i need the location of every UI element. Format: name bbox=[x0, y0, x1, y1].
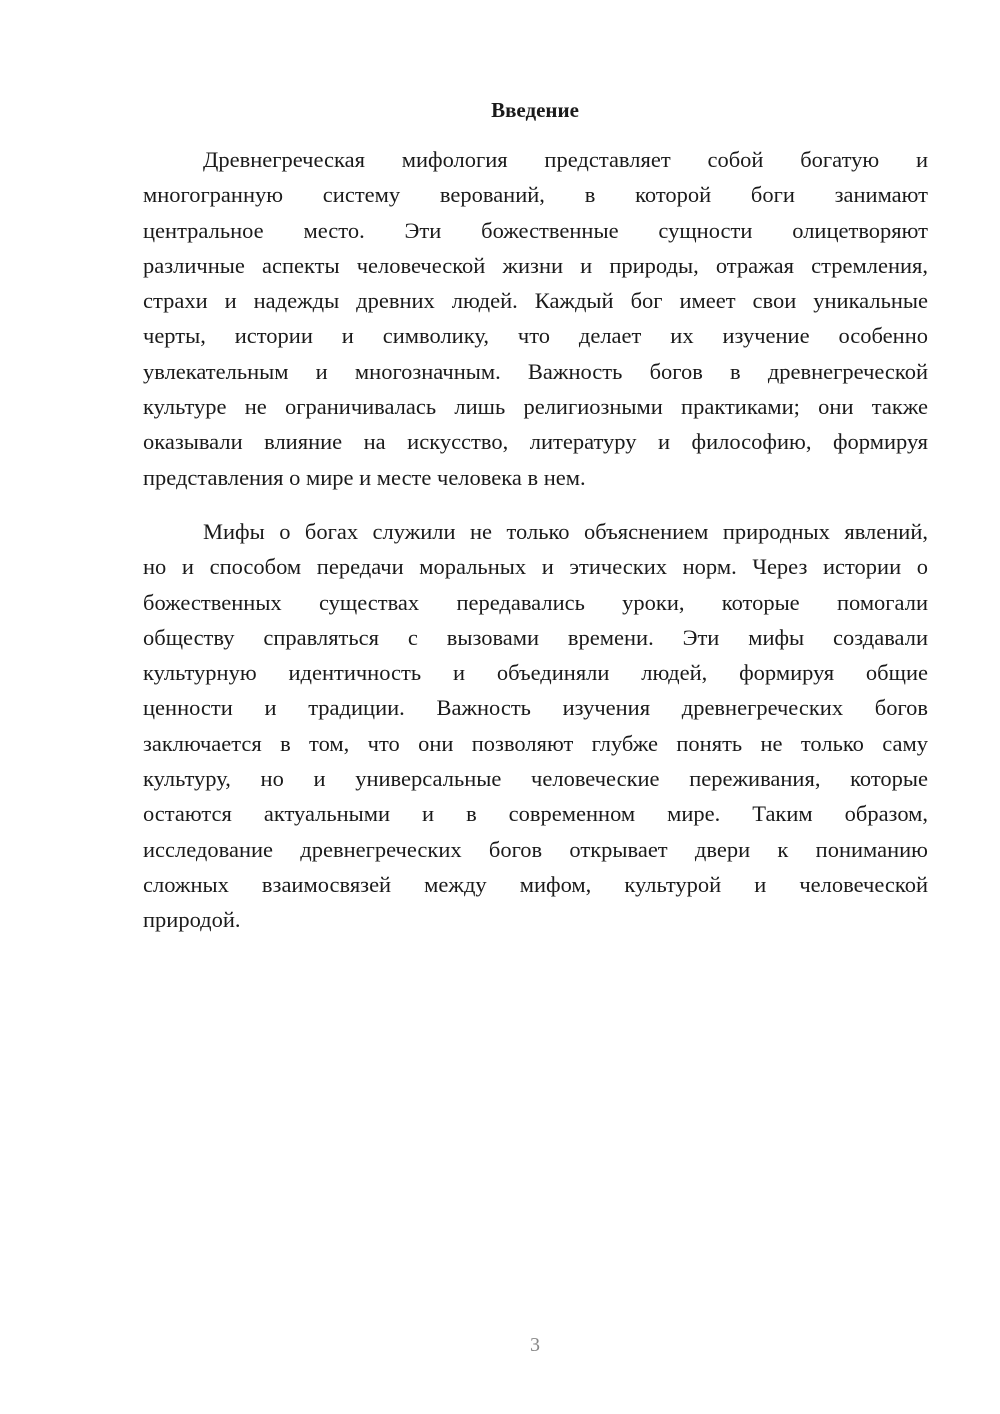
text-line: остаются актуальными и в современном мире. Таким образом, bbox=[143, 801, 928, 827]
text-line: исследование древнегреческих богов открывает двери к пониманию bbox=[143, 836, 928, 862]
text-line: Мифы о богах служили не только объяснением природных явлений, bbox=[203, 519, 928, 544]
text-line: центральное место. Эти божественные сущности олицетворяют bbox=[143, 217, 928, 243]
text-line: увлекательным и многозначным. Важность богов в древнегреческой bbox=[143, 358, 928, 384]
text-line: Древнегреческая мифология представляет собой богатую и bbox=[203, 147, 928, 172]
section-heading: Введение bbox=[491, 98, 579, 122]
page-number: 3 bbox=[530, 1334, 540, 1356]
text-line: различные аспекты человеческой жизни и природы, отражая стремления, bbox=[143, 252, 928, 278]
text-line: культуре не ограничивалась лишь религиозными практиками; они также bbox=[143, 394, 928, 420]
text-line: черты, истории и символику, что делает их изучение особенно bbox=[143, 323, 928, 349]
text-line: оказывали влияние на искусство, литературу и философию, формируя bbox=[143, 429, 928, 455]
text-line: заключается в том, что они позволяют глубже понять не только саму bbox=[143, 730, 928, 756]
text-line: ценности и традиции. Важность изучения древнегреческих богов bbox=[143, 695, 928, 721]
text-line: страхи и надежды древних людей. Каждый бог имеет свои уникальные bbox=[143, 288, 928, 314]
paragraph-1 bbox=[143, 142, 928, 495]
text-line: представления о мире и месте человека в нем. bbox=[143, 464, 586, 490]
paragraph-2 bbox=[143, 514, 928, 938]
text-line: многогранную систему верований, в которой боги занимают bbox=[143, 182, 928, 208]
text-line: культурную идентичность и объединяли людей, формируя общие bbox=[143, 660, 928, 686]
text-line: культуру, но и универсальные человеческие переживания, которые bbox=[143, 766, 928, 792]
text-line: природой. bbox=[143, 907, 241, 933]
text-line: обществу справляться с вызовами времени. Эти мифы создавали bbox=[143, 624, 928, 650]
text-line: сложных взаимосвязей между мифом, культурой и человеческой bbox=[143, 871, 928, 897]
text-line: но и способом передачи моральных и этических норм. Через истории о bbox=[143, 554, 928, 580]
text-line: божественных существах передавались уроки, которые помогали bbox=[143, 589, 928, 615]
